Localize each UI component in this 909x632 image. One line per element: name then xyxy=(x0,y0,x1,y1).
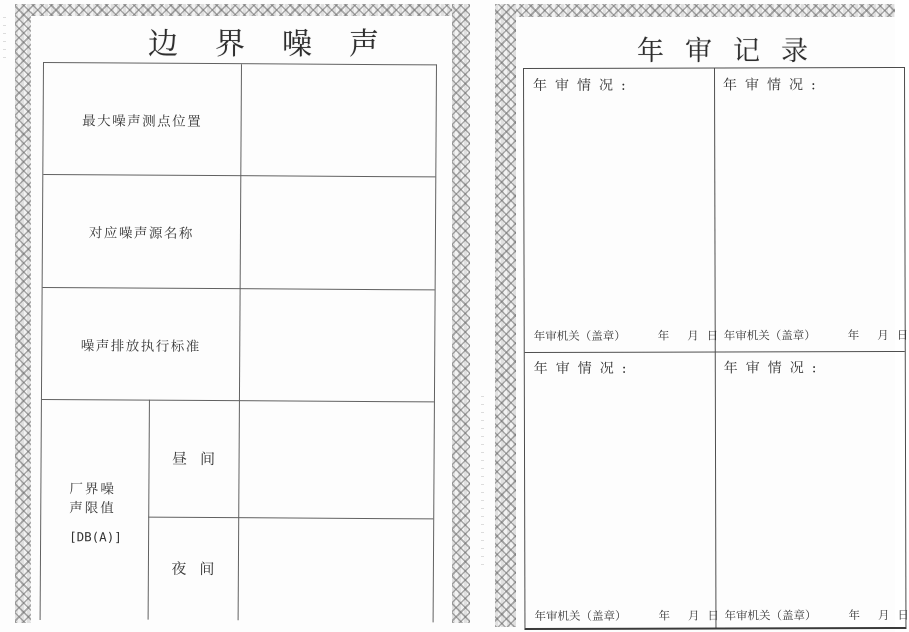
limit-label-line3: [DB(A)] xyxy=(69,529,122,545)
review-cell xyxy=(715,351,909,627)
year-label: 年 xyxy=(658,608,670,623)
review-status-label: 年审情况: xyxy=(723,360,825,377)
scan-noise xyxy=(3,10,6,58)
year-label: 年 xyxy=(657,328,670,343)
agency-seal-label: 年审机关（盖章） xyxy=(723,328,816,343)
agency-seal-label: 年审机关（盖章） xyxy=(724,608,817,623)
annual-review-table xyxy=(523,67,909,630)
review-status-label: 年审情况: xyxy=(723,77,824,94)
scan-noise xyxy=(481,395,484,565)
review-cell xyxy=(524,68,719,351)
review-agency-line xyxy=(724,327,909,343)
limit-label-line2: 声限值 xyxy=(69,500,116,517)
limit-label-line1: 厂界噪 xyxy=(69,481,116,498)
review-status-label: 年审情况: xyxy=(533,77,634,94)
right-page-top-border xyxy=(495,4,895,17)
right-page-title: 年审记录 xyxy=(637,36,829,67)
review-cell xyxy=(525,351,719,627)
nighttime-label: 夜间 xyxy=(171,559,228,579)
review-agency-line xyxy=(534,327,719,343)
review-status-label: 年审情况: xyxy=(533,360,635,377)
daytime-label: 昼间 xyxy=(172,449,229,469)
month-label: 月 xyxy=(877,608,890,623)
review-cell xyxy=(714,68,909,351)
agency-seal-label: 年审机关（盖章） xyxy=(534,608,627,623)
review-agency-line xyxy=(534,607,719,623)
row-label-factory-noise-limit xyxy=(41,399,149,620)
row-label-emission-standard: 噪声排放执行标准 xyxy=(80,337,201,355)
year-label: 年 xyxy=(848,608,860,623)
year-label: 年 xyxy=(847,328,860,343)
month-label: 月 xyxy=(687,328,699,343)
boundary-noise-table xyxy=(40,62,437,622)
right-page-left-border xyxy=(495,4,516,627)
day-label: 日 xyxy=(706,328,719,343)
row-label-noise-source-name: 对应噪声源名称 xyxy=(88,225,195,242)
agency-seal-label: 年审机关（盖章） xyxy=(533,328,626,343)
left-page-left-border xyxy=(15,4,31,623)
month-label: 月 xyxy=(687,608,700,623)
day-label: 日 xyxy=(896,327,909,343)
review-agency-line xyxy=(724,607,909,623)
day-label: 日 xyxy=(897,607,909,623)
row-label-max-noise-point: 最大噪声测点位置 xyxy=(82,112,203,130)
left-page-top-border xyxy=(15,4,470,16)
month-label: 月 xyxy=(877,328,889,343)
day-label: 日 xyxy=(707,608,719,623)
left-page-title: 边界噪声 xyxy=(148,27,416,62)
left-page-right-border xyxy=(452,4,470,623)
